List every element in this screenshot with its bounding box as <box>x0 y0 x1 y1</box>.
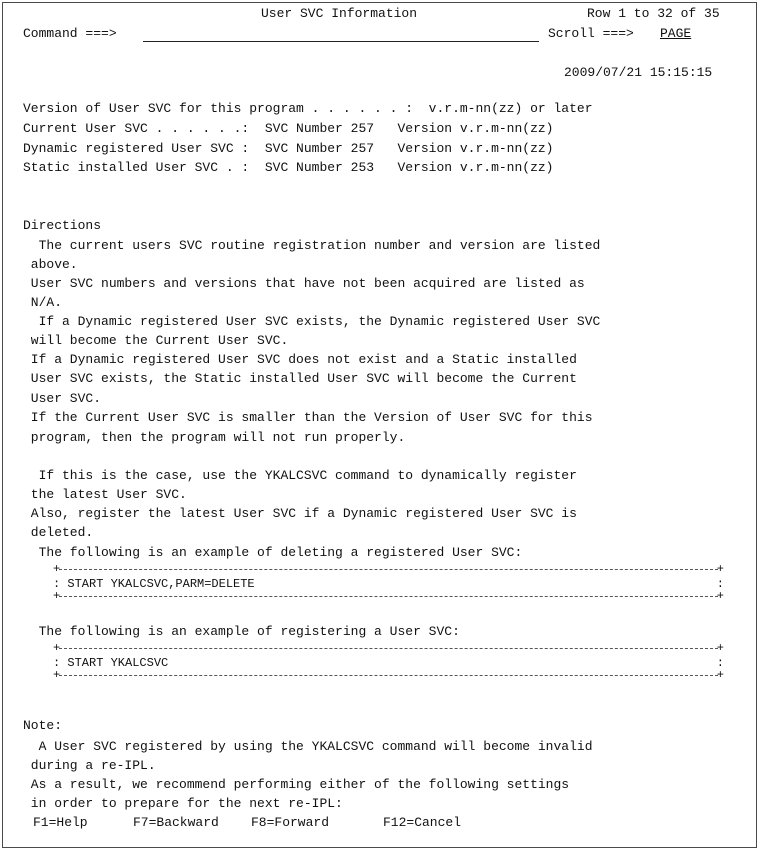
static-svc-line: Static installed User SVC . : SVC Number 253 Version v.r.m-nn(zz) <box>23 160 554 175</box>
directions-line: deleted. <box>23 525 94 540</box>
note-heading: Note: <box>23 718 63 733</box>
box-corner: + <box>716 562 724 576</box>
f1-help-key[interactable]: F1=Help <box>33 815 88 830</box>
note-line: in order to prepare for the next re-IPL: <box>23 796 343 811</box>
directions-line: If the Current User SVC is smaller than the Version of User SVC for this <box>23 410 593 425</box>
box-corner: + <box>53 668 61 682</box>
directions-heading: Directions <box>23 218 102 233</box>
scroll-amount-field[interactable]: PAGE <box>660 26 692 41</box>
box-top-border <box>59 648 718 649</box>
box-right-edge: : <box>716 656 724 670</box>
directions-line: User SVC numbers and versions that have not been acquired are listed as <box>23 276 585 291</box>
box-corner: + <box>716 668 724 682</box>
register-command-text: : START YKALCSVC <box>53 656 169 670</box>
register-example-intro: The following is an example of registering a User SVC: <box>23 624 460 639</box>
command-label: Command ===> <box>23 26 117 41</box>
delete-example-box <box>53 563 724 602</box>
scroll-label: Scroll ===> <box>548 26 634 41</box>
delete-command-text: : START YKALCSVC,PARM=DELETE <box>53 577 255 591</box>
directions-line: If this is the case, use the YKALCSVC command to dynamically register <box>23 468 577 483</box>
box-corner: + <box>53 641 61 655</box>
box-corner: + <box>53 562 61 576</box>
directions-line: If a Dynamic registered User SVC does not exist and a Static installed <box>23 352 577 367</box>
directions-line: will become the Current User SVC. <box>23 333 289 348</box>
f8-forward-key[interactable]: F8=Forward <box>251 815 330 830</box>
register-example-box <box>53 642 724 681</box>
current-svc-line: Current User SVC . . . . . .: SVC Number 257 Version v.r.m-nn(zz) <box>23 121 554 136</box>
f7-backward-key[interactable]: F7=Backward <box>133 815 219 830</box>
box-bottom-border <box>59 596 718 597</box>
box-bottom-border <box>59 675 718 676</box>
row-indicator: Row 1 to 32 of 35 <box>587 6 720 21</box>
version-required-line: Version of User SVC for this program . . . . . . : v.r.m-nn(zz) or later <box>23 101 593 116</box>
note-line: As a result, we recommend performing either of the following settings <box>23 777 570 792</box>
directions-line: above. <box>23 257 78 272</box>
directions-line: User SVC exists, the Static installed User SVC will become the Current <box>23 371 577 386</box>
panel-title: User SVC Information <box>261 6 418 21</box>
directions-line: If a Dynamic registered User SVC exists, the Dynamic registered User SVC <box>23 314 601 329</box>
command-input-underline <box>143 41 539 42</box>
box-corner: + <box>53 589 61 603</box>
box-top-border <box>59 569 718 570</box>
directions-line: program, then the program will not run properly. <box>23 430 406 445</box>
delete-example-intro: The following is an example of deleting a registered User SVC: <box>23 545 523 560</box>
dynamic-svc-line: Dynamic registered User SVC : SVC Number 257 Version v.r.m-nn(zz) <box>23 141 554 156</box>
directions-line: User SVC. <box>23 391 102 406</box>
timestamp: 2009/07/21 15:15:15 <box>564 65 713 80</box>
directions-line: N/A. <box>23 295 63 310</box>
box-right-edge: : <box>716 577 724 591</box>
terminal-screen <box>2 2 757 848</box>
directions-line: the latest User SVC. <box>23 487 187 502</box>
command-input[interactable] <box>143 26 539 42</box>
box-corner: + <box>716 641 724 655</box>
directions-line: Also, register the latest User SVC if a Dynamic registered User SVC is <box>23 506 577 521</box>
box-corner: + <box>716 589 724 603</box>
f12-cancel-key[interactable]: F12=Cancel <box>383 815 462 830</box>
directions-line: The current users SVC routine registration number and version are listed <box>23 238 601 253</box>
note-line: during a re-IPL. <box>23 758 156 773</box>
note-line: A User SVC registered by using the YKALCSVC command will become invalid <box>23 739 593 754</box>
